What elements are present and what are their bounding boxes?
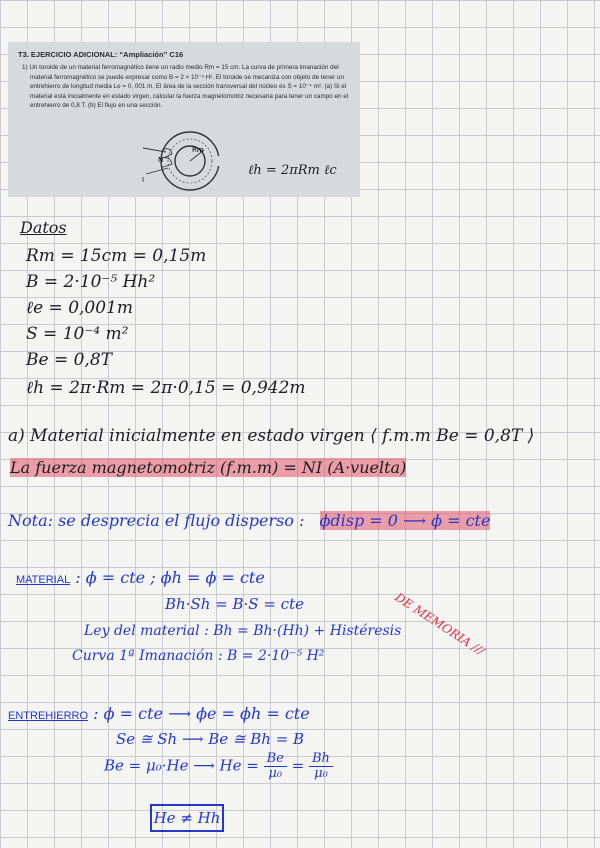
material-line-3: Ley del material : Bh = Bh·(Hh) + Histéresis bbox=[84, 623, 402, 639]
datos-line: Rm = 15cm = 0,15m bbox=[26, 246, 207, 266]
datos-line: B = 2·10⁻⁵ Hh² bbox=[26, 272, 156, 292]
equals-sign: = bbox=[291, 756, 305, 775]
radius-label: Rm bbox=[192, 146, 204, 154]
part-a-heading: a) Material inicialmente en estado virgen ⟨ f.m.m Be = 0,8T ⟩ bbox=[8, 426, 535, 446]
fmm-definition: La fuerza magnetomotriz (f.m.m) = NI (A·vuelta) bbox=[10, 458, 407, 477]
entrehierro-eq-1: : ϕ = cte ⟶ ϕe = ϕh = cte bbox=[93, 704, 310, 723]
note-formula: ϕdisp = 0 ⟶ ϕ = cte bbox=[319, 511, 491, 530]
datos-line: Be = 0,8T bbox=[26, 350, 112, 370]
fraction-num: Bh bbox=[309, 752, 333, 767]
fraction-den: μ₀ bbox=[268, 766, 283, 781]
datos-line: S = 10⁻⁴ m² bbox=[26, 324, 129, 344]
entrehierro-eq-3: Be = μ₀·He ⟶ He = bbox=[104, 756, 259, 775]
fraction-bh-mu0 bbox=[309, 752, 333, 781]
datos-line: ℓe = 0,001m bbox=[26, 298, 133, 318]
material-label: MATERIAL bbox=[16, 574, 71, 586]
toroid-figure bbox=[138, 128, 238, 194]
fraction-den: μ₀ bbox=[314, 766, 328, 781]
datos-line: ℓh = 2π·Rm = 2π·0,15 = 0,942m bbox=[26, 378, 306, 398]
entrehierro-line-2: Se ≅ Sh ⟶ Be ≅ Bh = B bbox=[116, 730, 305, 748]
material-line-2: Bh·Sh = B·S = cte bbox=[165, 595, 304, 613]
exercise-title: T3. EJERCICIO ADICIONAL: “Ampliación” C16 bbox=[18, 50, 184, 59]
fraction-be-mu0 bbox=[264, 752, 287, 781]
memo-note: DE MEMORIA /// bbox=[392, 590, 488, 659]
note-line bbox=[8, 511, 490, 530]
fraction-num: Be bbox=[264, 752, 287, 767]
exercise-statement bbox=[18, 63, 350, 111]
entrehierro-line-3 bbox=[104, 752, 333, 781]
note-prefix: Nota: se desprecia el flujo disperso : bbox=[8, 511, 305, 530]
exercise-number: 1) bbox=[22, 64, 28, 71]
entrehierro-label: ENTREHIERRO bbox=[8, 710, 89, 722]
entrehierro-line-1 bbox=[8, 704, 310, 723]
material-line-1 bbox=[16, 568, 265, 587]
turns-label: N bbox=[158, 156, 164, 164]
exercise-statement-text: Un toroide de un material ferromagnético tiene un radio medio Rm = 15 cm. La curva de primera imanación del material ferromagnético se puede expresar como B = 2 × 10⁻⁵ H². El toroide se mecaniza con objeto de tener un entrehierro de longitud media Le = 0, 001 m. El área de la sección transversal del núcleo es S = 10⁻⁴ m². (a) Si el material está inicialmente en estado virgen, calcular la fuerza magnetomotriz necesaria para tener un campo en el entrehierro de 0,8 T. (b) El flujo en una sección. bbox=[29, 64, 349, 110]
material-eq-1: : ϕ = cte ; ϕh = ϕ = cte bbox=[75, 568, 265, 587]
part-a-line bbox=[10, 458, 406, 477]
photo-formula: ℓh = 2πRm ℓc bbox=[248, 163, 337, 178]
datos-heading: Datos bbox=[20, 218, 67, 237]
result-box: He ≠ Hh bbox=[150, 804, 224, 832]
exercise-photo bbox=[8, 42, 360, 197]
material-line-4: Curva 1ª Imanación : B = 2·10⁻⁵ H² bbox=[72, 648, 325, 664]
current-label: I bbox=[142, 176, 145, 184]
